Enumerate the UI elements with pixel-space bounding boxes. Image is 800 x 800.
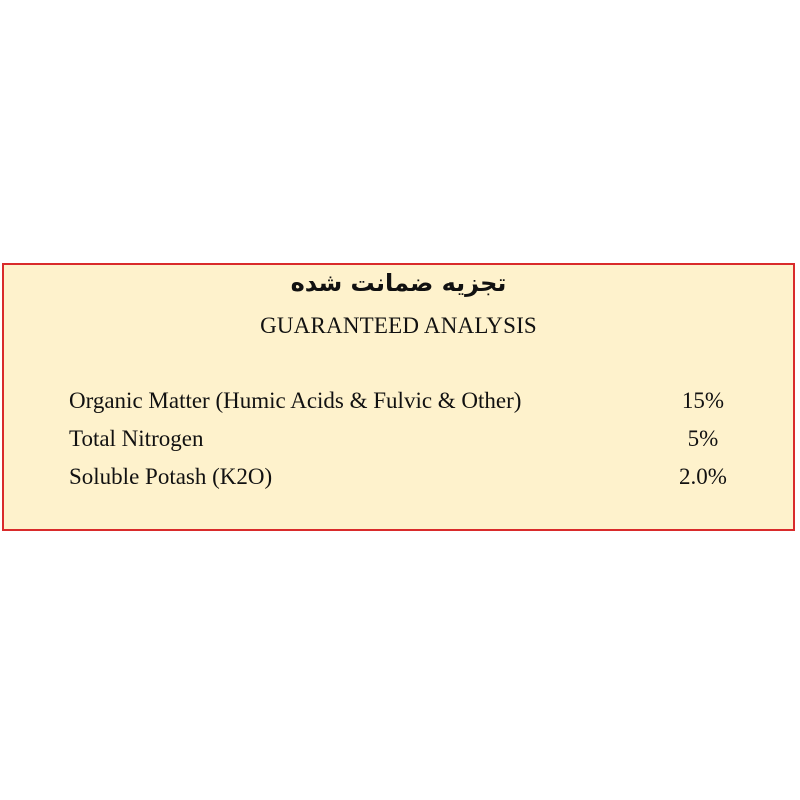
english-title: GUARANTEED ANALYSIS [260,313,537,338]
analysis-value: 15% [681,388,725,413]
analysis-value: 5% [687,426,719,451]
analysis-label: Total Nitrogen [69,426,204,451]
analysis-list [69,387,749,501]
analysis-label: Organic Matter (Humic Acids & Fulvic & Other) [69,388,522,413]
analysis-row-organic-matter [69,387,749,425]
persian-title: تجزیه ضمانت شده [290,269,507,297]
analysis-row-soluble-potash [69,463,749,501]
analysis-value: 2.0% [679,464,727,489]
guaranteed-analysis-panel [2,263,795,531]
analysis-label: Soluble Potash (K2O) [69,464,273,489]
analysis-row-total-nitrogen [69,425,749,463]
